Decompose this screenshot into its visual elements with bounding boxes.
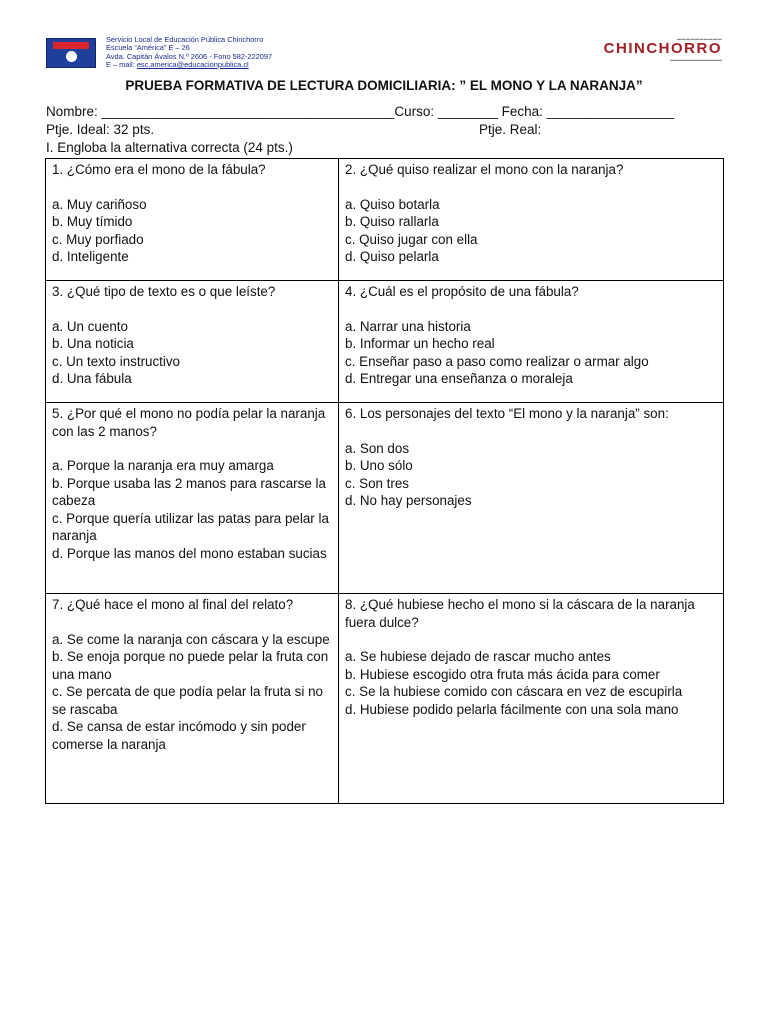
school-address-line: Avda. Capitán Ávalos N.º 2606 - Fono 582-222097 [106,51,273,61]
option-a[interactable]: a. Porque la naranja era muy amarga [52,458,274,473]
section-title: I. Engloba la alternativa correcta (24 pts.) [46,140,293,155]
school-name-line: Escuela “América” E – 26 [106,43,190,53]
nombre-line [46,104,674,119]
ptje-ideal: Ptje. Ideal: 32 pts. [46,122,155,137]
school-email-line [106,61,272,69]
question-text: 1. ¿Cómo era el mono de la fábula? [52,162,266,177]
option-d[interactable]: d. Hubiese podido pelarla fácilmente con una sola mano [345,701,679,717]
letterhead [46,36,722,70]
option-a[interactable]: a. Se come la naranja con cáscara y la escupe [52,631,330,647]
option-b[interactable]: b. Informar un hecho real [345,336,495,351]
option-c[interactable]: c. Se percata de que podía pelar la fruta si no se rascaba [52,684,323,717]
question-cell [46,159,339,281]
question-cell [46,594,339,804]
option-b[interactable]: b. Una noticia [52,336,134,351]
option-c[interactable]: c. Porque quería utilizar las patas para pelar la naranja [52,510,329,543]
option-c[interactable]: c. Un texto instructivo [52,353,181,369]
option-b[interactable]: b. Hubiese escogido otra fruta más ácida para comer [345,666,660,682]
option-b[interactable]: b. Quiso rallarla [345,214,439,229]
question-text: 8. ¿Qué hubiese hecho el mono si la cáscara de la naranja fuera dulce? [345,597,695,630]
option-a[interactable]: a. Quiso botarla [345,196,440,212]
question-text: 5. ¿Por qué el mono no podía pelar la naranja con las 2 manos? [52,406,326,439]
option-d[interactable]: d. Una fábula [52,371,132,386]
option-a[interactable]: a. Son dos [345,440,410,456]
option-d[interactable]: d. Inteligente [52,249,129,264]
option-a[interactable]: a. Un cuento [52,318,128,334]
option-d[interactable]: d. No hay personajes [345,493,472,508]
option-c[interactable]: c. Quiso jugar con ella [345,231,478,247]
option-b[interactable]: b. Muy tímido [52,214,133,229]
nombre-curso-fecha-field[interactable]: Nombre: _______________________________________Curso: ________ Fecha: _________________ [46,104,675,119]
question-text: 3. ¿Qué tipo de texto es o que leíste? [52,284,276,299]
question-cell [339,594,724,804]
question-cell [46,281,339,403]
email-link[interactable]: esc.america@educacionpublica.cl [136,59,249,69]
option-c[interactable]: c. Enseñar paso a paso como realizar o armar algo [345,353,649,369]
chinchorro-logo: ▬▬▬▬▬▬▬▬▬▬ CHINCHORRO ▬▬▬▬▬▬▬▬▬▬▬▬▬ [562,36,722,62]
school-logo [46,38,96,68]
option-b[interactable]: b. Se enoja porque no puede pelar la fruta con una mano [52,649,329,682]
question-cell [46,403,339,594]
option-c[interactable]: c. Se la hubiese comido con cáscara en vez de escupirla [345,684,683,699]
option-d[interactable]: d. Se cansa de estar incómodo y sin poder comerse la naranja [52,719,306,752]
option-d[interactable]: d. Quiso pelarla [345,249,439,264]
question-cell [339,403,724,594]
option-c[interactable]: c. Muy porfiado [52,231,144,247]
option-b[interactable]: b. Porque usaba las 2 manos para rascarse la cabeza [52,475,326,508]
option-c[interactable]: c. Son tres [345,475,410,491]
option-a[interactable]: a. Narrar una historia [345,318,471,334]
questions-table [45,158,724,804]
ptje-real: Ptje. Real: [479,122,542,137]
question-cell [339,281,724,403]
email-prefix: E – mail: [106,59,137,69]
page-title: PRUEBA FORMATIVA DE LECTURA DOMICILIARIA: ” EL MONO Y LA NARANJA” [125,78,643,93]
option-d[interactable]: d. Entregar una enseñanza o moraleja [345,371,573,386]
question-cell [339,159,724,281]
option-d[interactable]: d. Porque las manos del mono estaban sucias [52,545,327,561]
question-text: 6. Los personajes del texto “El mono y la naranja” son: [345,406,669,421]
question-text: 7. ¿Qué hace el mono al final del relato? [52,597,294,612]
school-service-line: Servicio Local de Educación Pública Chinchorro [106,35,264,44]
option-a[interactable]: a. Se hubiese dejado de rascar mucho antes [345,649,611,664]
question-text: 4. ¿Cuál es el propósito de una fábula? [345,284,579,299]
brand-name: CHINCHORRO [603,40,722,57]
question-text: 2. ¿Qué quiso realizar el mono con la naranja? [345,162,624,177]
option-a[interactable]: a. Muy cariñoso [52,196,147,212]
school-info [106,36,272,69]
option-b[interactable]: b. Uno sólo [345,458,413,473]
